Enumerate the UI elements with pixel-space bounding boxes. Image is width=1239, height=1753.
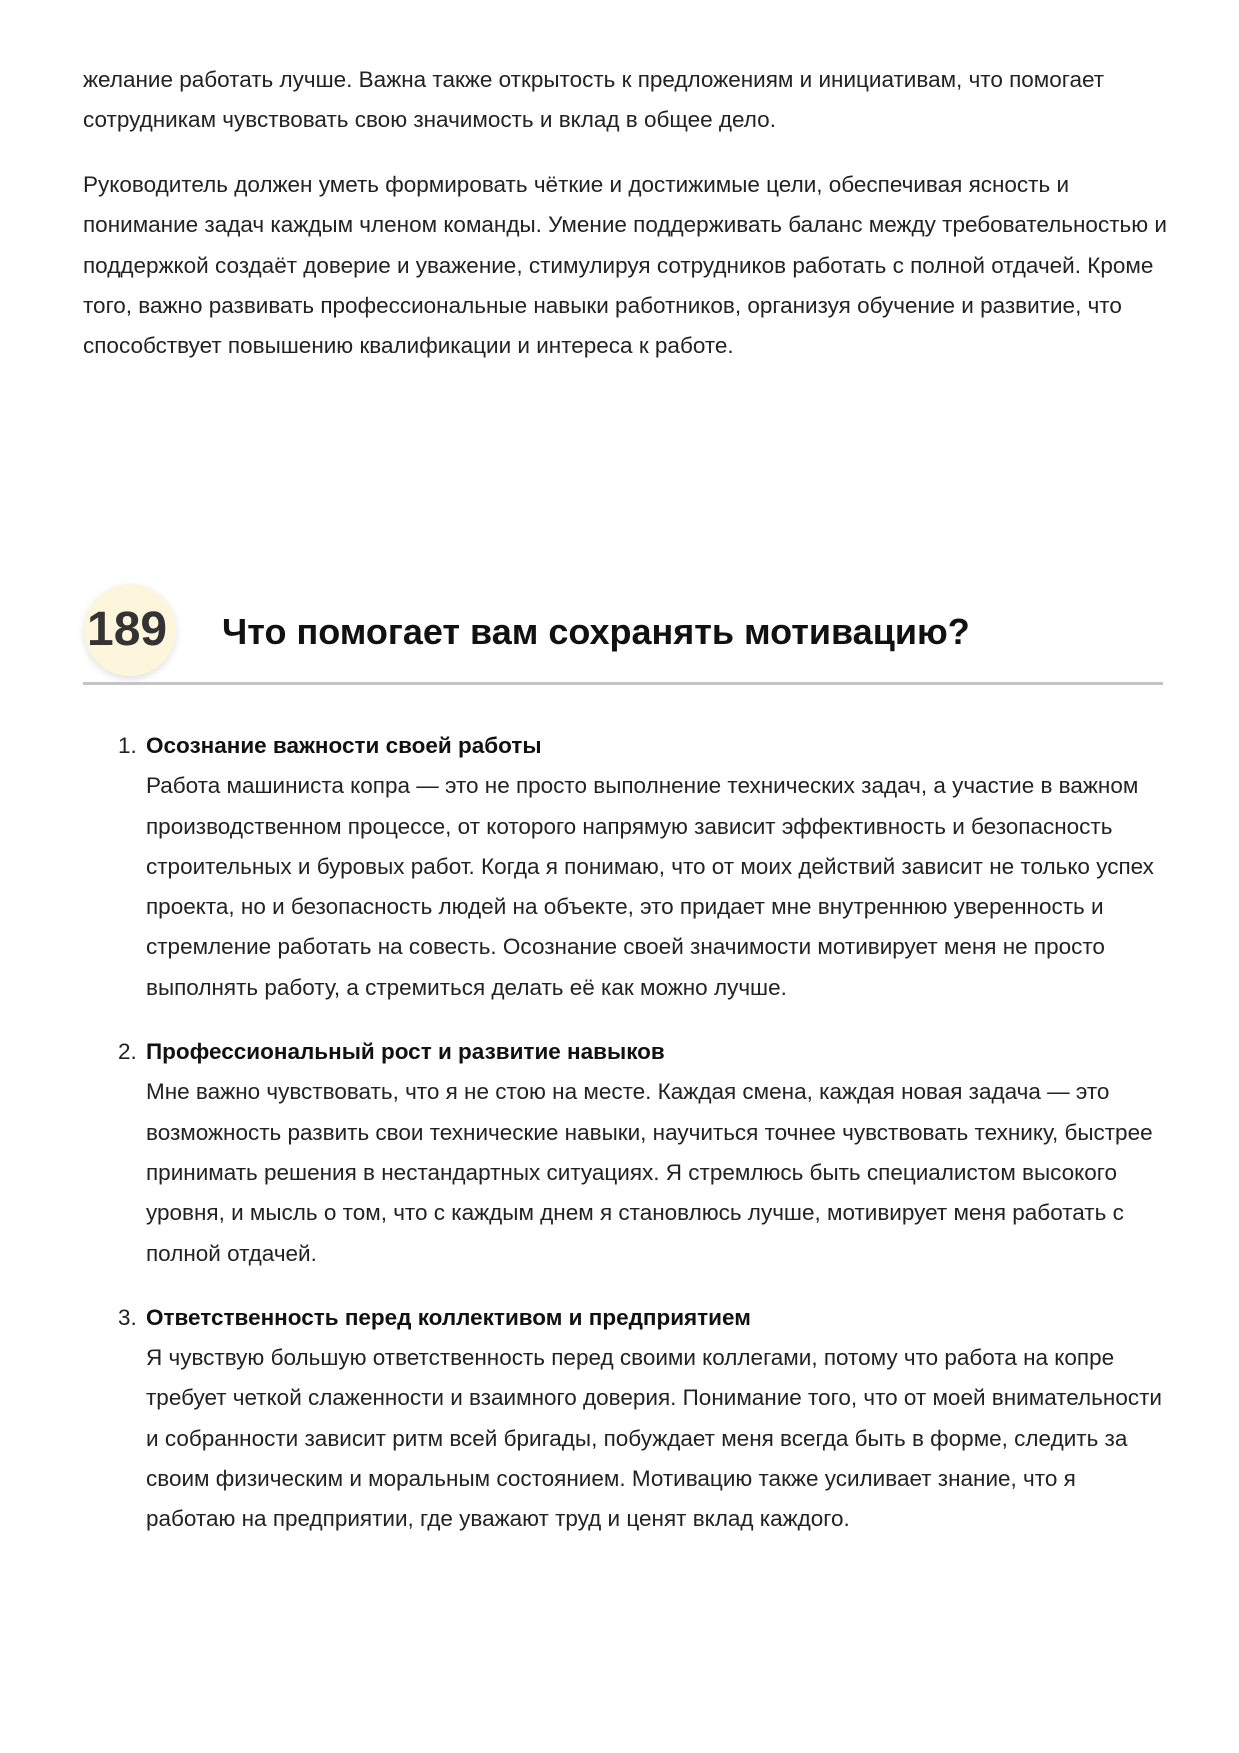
- answer-list: [0, 726, 1239, 1564]
- question-number: 189: [87, 603, 168, 656]
- item-number: 3.: [118, 1304, 137, 1330]
- item-title: Ответственность перед коллективом и предприятием: [146, 1304, 751, 1330]
- paragraph: желание работать лучше. Важна также открытость к предложениям и инициативам, что помогает сотрудникам чувствовать свою значимость и вклад в общее дело.: [83, 67, 1105, 133]
- list-item: [0, 1298, 1239, 1540]
- list-item: [0, 726, 1239, 1008]
- item-number: 2.: [118, 1039, 137, 1065]
- item-title: Профессиональный рост и развитие навыков: [146, 1039, 665, 1065]
- item-number: 1.: [118, 733, 137, 758]
- question-title: Что помогает вам сохранять мотивацию?: [222, 611, 970, 652]
- item-text: Я чувствую большую ответственность перед своими коллегами, потому что работа на копре требует четкой слаженности и взаимного доверия. Понимание того, что от моей внимательности и собранности зависит ритм всей бригады, побуждает меня всегда быть в форме, следить за своим физическим и моральным состоянием. Мотивацию также усиливает знание, что я работаю на предприятии, где уважают труд и ценят вклад каждого.: [146, 1345, 1162, 1532]
- paragraph: Руководитель должен уметь формировать чёткие и достижимые цели, обеспечивая ясность и понимание задач каждым членом команды. Умение поддерживать баланс между требовательностью и поддержкой создаёт доверие и уважение, стимулируя сотрудников работать с полной отдачей. Кроме того, важно развивать профессиональные навыки работников, организуя обучение и развитие, что способствует повышению квалификации и интереса к работе.: [83, 172, 1167, 359]
- item-text: Мне важно чувствовать, что я не стою на месте. Каждая смена, каждая новая задача — это возможность развить свои технические навыки, научиться точнее чувствовать технику, быстрее принимать решения в нестандартных ситуациях. Я стремлюсь быть специалистом высокого уровня, и мысль о том, что с каждым днем я становлюсь лучше, мотивирует меня работать с полной отдачей.: [146, 1079, 1153, 1266]
- list-item: [0, 1032, 1239, 1274]
- divider: [83, 682, 1163, 685]
- item-title: Осознание важности своей работы: [146, 733, 542, 758]
- item-text: Работа машиниста копра — это не просто выполнение технических задач, а участие в важном производственном процессе, от которого напрямую зависит эффективность и безопасность строительных и буровых работ. Когда я понимаю, что от моих действий зависит не только успех проекта, но и безопасность людей на объекте, это придает мне внутреннюю уверенность и стремление работать на совесть. Осознание своей значимости мотивирует меня не просто выполнять работу, а стремиться делать её как можно лучше.: [146, 773, 1154, 1000]
